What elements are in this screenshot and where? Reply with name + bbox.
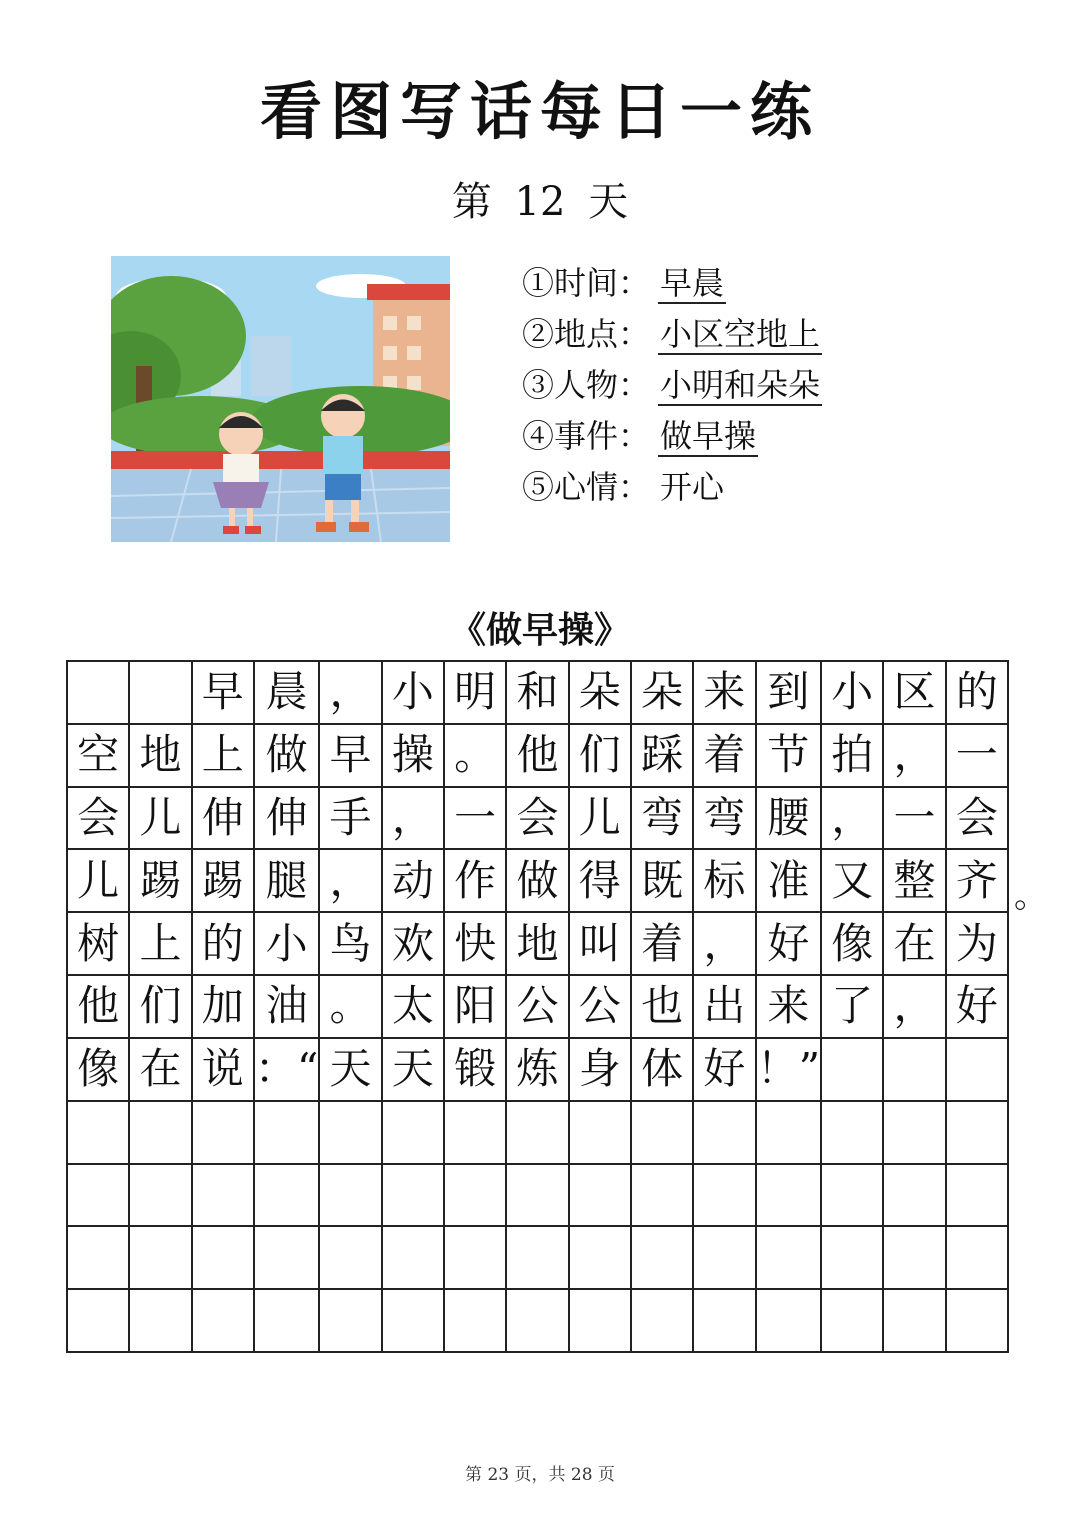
grid-cell: 做	[255, 725, 320, 788]
distant-building	[251, 336, 291, 396]
grid-cell	[320, 1102, 382, 1165]
info-label: ③人物：	[522, 366, 651, 404]
grid-cell: 。	[320, 976, 382, 1039]
info-label: ②地点：	[522, 315, 651, 353]
grid-cell: 着	[632, 913, 694, 976]
grid-cell	[570, 1102, 632, 1165]
grid-cell: 一	[947, 725, 1009, 788]
grid-cell: 操	[383, 725, 445, 788]
grid-cell: 拍	[822, 725, 884, 788]
grid-cell: 们	[570, 725, 632, 788]
grid-cell	[320, 1290, 382, 1353]
grid-cell	[193, 1290, 255, 1353]
grid-cell: 像	[822, 913, 884, 976]
grid-cell: ，	[822, 788, 884, 851]
grid-cell: 天	[320, 1039, 382, 1102]
info-time	[522, 260, 942, 311]
grid-cell	[694, 1227, 756, 1290]
grid-cell: 公	[507, 976, 569, 1039]
grid-cell: 太	[383, 976, 445, 1039]
grid-cell: 和	[507, 662, 569, 725]
grid-cell: 又	[822, 850, 884, 913]
grid-cell: 踢	[193, 850, 255, 913]
info-value: 小明和朵朵	[660, 366, 821, 404]
overflow-punctuation: 。	[1014, 876, 1048, 916]
grid-cell: ！”	[757, 1039, 822, 1102]
grid-cell: 空	[68, 725, 130, 788]
grid-cell	[822, 1290, 884, 1353]
grid-cell	[507, 1227, 569, 1290]
grid-cell	[884, 1165, 946, 1228]
grid-cell: 儿	[570, 788, 632, 851]
grid-cell: 朵	[570, 662, 632, 725]
grid-cell: 也	[632, 976, 694, 1039]
grid-cell	[445, 1227, 507, 1290]
grid-cell	[757, 1102, 822, 1165]
grid-cell: 齐	[947, 850, 1009, 913]
grid-cell	[193, 1227, 255, 1290]
grid-cell	[445, 1102, 507, 1165]
grid-cell	[255, 1227, 320, 1290]
info-label: ④事件：	[522, 417, 651, 455]
grid-cell	[570, 1290, 632, 1353]
grid-cell: 叫	[570, 913, 632, 976]
grid-cell: 地	[130, 725, 192, 788]
grid-cell: 踢	[130, 850, 192, 913]
grid-cell: 了	[822, 976, 884, 1039]
writing-grid	[66, 660, 1009, 1353]
grid-cell: 树	[68, 913, 130, 976]
grid-cell: 小	[255, 913, 320, 976]
grid-cell	[884, 1227, 946, 1290]
grid-cell: 儿	[68, 850, 130, 913]
grid-cell	[130, 1227, 192, 1290]
grid-cell: 在	[884, 913, 946, 976]
grid-cell: 锻	[445, 1039, 507, 1102]
grid-cell	[255, 1102, 320, 1165]
page-footer: 第 23 页，共 28 页	[465, 1465, 615, 1485]
grid-cell: 伸	[255, 788, 320, 851]
grid-cell	[445, 1290, 507, 1353]
grid-cell	[383, 1290, 445, 1353]
grid-cell	[694, 1102, 756, 1165]
window	[383, 346, 397, 360]
grid-cell	[68, 1165, 130, 1228]
grid-cell: 区	[884, 662, 946, 725]
grid-cell	[193, 1165, 255, 1228]
grid-cell	[68, 1102, 130, 1165]
grid-cell: 出	[694, 976, 756, 1039]
grid-cell: 上	[130, 913, 192, 976]
grid-cell	[445, 1165, 507, 1228]
grid-cell: 会	[507, 788, 569, 851]
grid-cell: 做	[507, 850, 569, 913]
illustration-image	[111, 256, 450, 542]
grid-cell	[822, 1165, 884, 1228]
grid-cell	[570, 1227, 632, 1290]
grid-cell: 来	[694, 662, 756, 725]
grid-cell: ，	[694, 913, 756, 976]
grid-cell	[193, 1102, 255, 1165]
grid-cell	[383, 1102, 445, 1165]
grid-cell	[255, 1165, 320, 1228]
grid-cell: 天	[383, 1039, 445, 1102]
grid-cell: 好	[694, 1039, 756, 1102]
grid-cell: 准	[757, 850, 822, 913]
grid-cell	[68, 662, 130, 725]
grid-cell: 整	[884, 850, 946, 913]
grid-cell: 一	[445, 788, 507, 851]
grid-cell	[947, 1039, 1009, 1102]
grid-cell: 来	[757, 976, 822, 1039]
grid-cell	[884, 1039, 946, 1102]
grid-cell	[130, 1290, 192, 1353]
grid-cell: 说	[193, 1039, 255, 1102]
grid-cell: 着	[694, 725, 756, 788]
grid-cell: 加	[193, 976, 255, 1039]
grid-cell	[383, 1165, 445, 1228]
grid-cell: 得	[570, 850, 632, 913]
grid-cell: 踩	[632, 725, 694, 788]
grid-cell: 小	[383, 662, 445, 725]
info-value: 开心	[660, 468, 725, 506]
grid-cell	[130, 1165, 192, 1228]
grid-cell: 鸟	[320, 913, 382, 976]
grid-cell	[507, 1102, 569, 1165]
grid-cell: ，	[884, 725, 946, 788]
info-people	[522, 362, 942, 413]
grid-cell	[947, 1165, 1009, 1228]
info-value: 早晨	[660, 264, 725, 302]
window	[407, 346, 421, 360]
info-event	[522, 413, 942, 464]
grid-cell: 小	[822, 662, 884, 725]
grid-cell	[255, 1290, 320, 1353]
grid-cell: 们	[130, 976, 192, 1039]
grid-cell	[822, 1227, 884, 1290]
grid-cell: 为	[947, 913, 1009, 976]
grid-cell: 标	[694, 850, 756, 913]
grid-cell	[884, 1290, 946, 1353]
grid-cell	[757, 1290, 822, 1353]
window	[407, 376, 421, 390]
page-title: 看图写话每日一练	[259, 75, 820, 148]
grid-cell: 地	[507, 913, 569, 976]
red-wall	[111, 451, 450, 469]
grid-cell: 的	[193, 913, 255, 976]
grid-cell	[947, 1290, 1009, 1353]
day-label: 第 12 天	[451, 179, 629, 225]
grid-cell	[757, 1227, 822, 1290]
grid-cell: 弯	[632, 788, 694, 851]
grid-cell	[822, 1102, 884, 1165]
grid-cell: 早	[193, 662, 255, 725]
grid-cell: ，	[884, 976, 946, 1039]
grid-cell	[632, 1290, 694, 1353]
grid-cell: 节	[757, 725, 822, 788]
grid-cell	[757, 1165, 822, 1228]
grid-cell: 一	[884, 788, 946, 851]
essay-title: 《做早操》	[449, 609, 630, 651]
grid-cell	[507, 1165, 569, 1228]
grid-cell: 早	[320, 725, 382, 788]
info-value: 小区空地上	[660, 315, 821, 353]
info-label: ⑤心情：	[522, 468, 651, 506]
grid-cell: 欢	[383, 913, 445, 976]
grid-cell	[320, 1165, 382, 1228]
info-mood	[522, 464, 942, 515]
grid-cell: 既	[632, 850, 694, 913]
grid-cell	[130, 662, 192, 725]
grid-cell	[947, 1227, 1009, 1290]
grid-cell: 作	[445, 850, 507, 913]
grid-cell	[884, 1102, 946, 1165]
grid-cell: 身	[570, 1039, 632, 1102]
info-list	[522, 260, 942, 515]
grid-cell: 明	[445, 662, 507, 725]
grid-cell: 好	[947, 976, 1009, 1039]
grid-cell	[822, 1039, 884, 1102]
grid-cell: ：“	[255, 1039, 320, 1102]
grid-cell	[632, 1165, 694, 1228]
grid-cell	[68, 1290, 130, 1353]
grid-cell	[694, 1290, 756, 1353]
grid-cell: 腿	[255, 850, 320, 913]
grid-cell: 油	[255, 976, 320, 1039]
grid-cell: 炼	[507, 1039, 569, 1102]
grid-cell: 动	[383, 850, 445, 913]
grid-cell: 晨	[255, 662, 320, 725]
grid-cell: 公	[570, 976, 632, 1039]
grid-cell: 体	[632, 1039, 694, 1102]
grid-cell: 弯	[694, 788, 756, 851]
grid-cell	[383, 1227, 445, 1290]
window	[407, 316, 421, 330]
grid-cell: 像	[68, 1039, 130, 1102]
grid-cell: ，	[383, 788, 445, 851]
grid-cell: ，	[320, 662, 382, 725]
info-value: 做早操	[660, 417, 757, 455]
grid-cell: 好	[757, 913, 822, 976]
grid-cell: 在	[130, 1039, 192, 1102]
grid-cell: 手	[320, 788, 382, 851]
grid-cell: 快	[445, 913, 507, 976]
window	[383, 316, 397, 330]
grid-cell	[570, 1165, 632, 1228]
grid-cell: 会	[947, 788, 1009, 851]
info-label: ①时间：	[522, 264, 651, 302]
grid-cell: 到	[757, 662, 822, 725]
grid-cell	[507, 1290, 569, 1353]
grid-cell	[694, 1165, 756, 1228]
grid-cell: 会	[68, 788, 130, 851]
grid-cell: 伸	[193, 788, 255, 851]
info-place	[522, 311, 942, 362]
grid-cell: 上	[193, 725, 255, 788]
grid-cell	[68, 1227, 130, 1290]
grid-cell	[947, 1102, 1009, 1165]
grid-cell: 朵	[632, 662, 694, 725]
illustration	[111, 256, 450, 542]
grid-cell: 他	[507, 725, 569, 788]
grid-cell: 他	[68, 976, 130, 1039]
grid-cell	[632, 1102, 694, 1165]
grid-cell	[130, 1102, 192, 1165]
grid-cell: 的	[947, 662, 1009, 725]
grid-cell: ，	[320, 850, 382, 913]
grid-cell	[320, 1227, 382, 1290]
grid-cell	[632, 1227, 694, 1290]
grid-cell: 儿	[130, 788, 192, 851]
grid-cell: 腰	[757, 788, 822, 851]
grid-cell: 。	[445, 725, 507, 788]
roof	[367, 284, 450, 300]
grid-cell: 阳	[445, 976, 507, 1039]
